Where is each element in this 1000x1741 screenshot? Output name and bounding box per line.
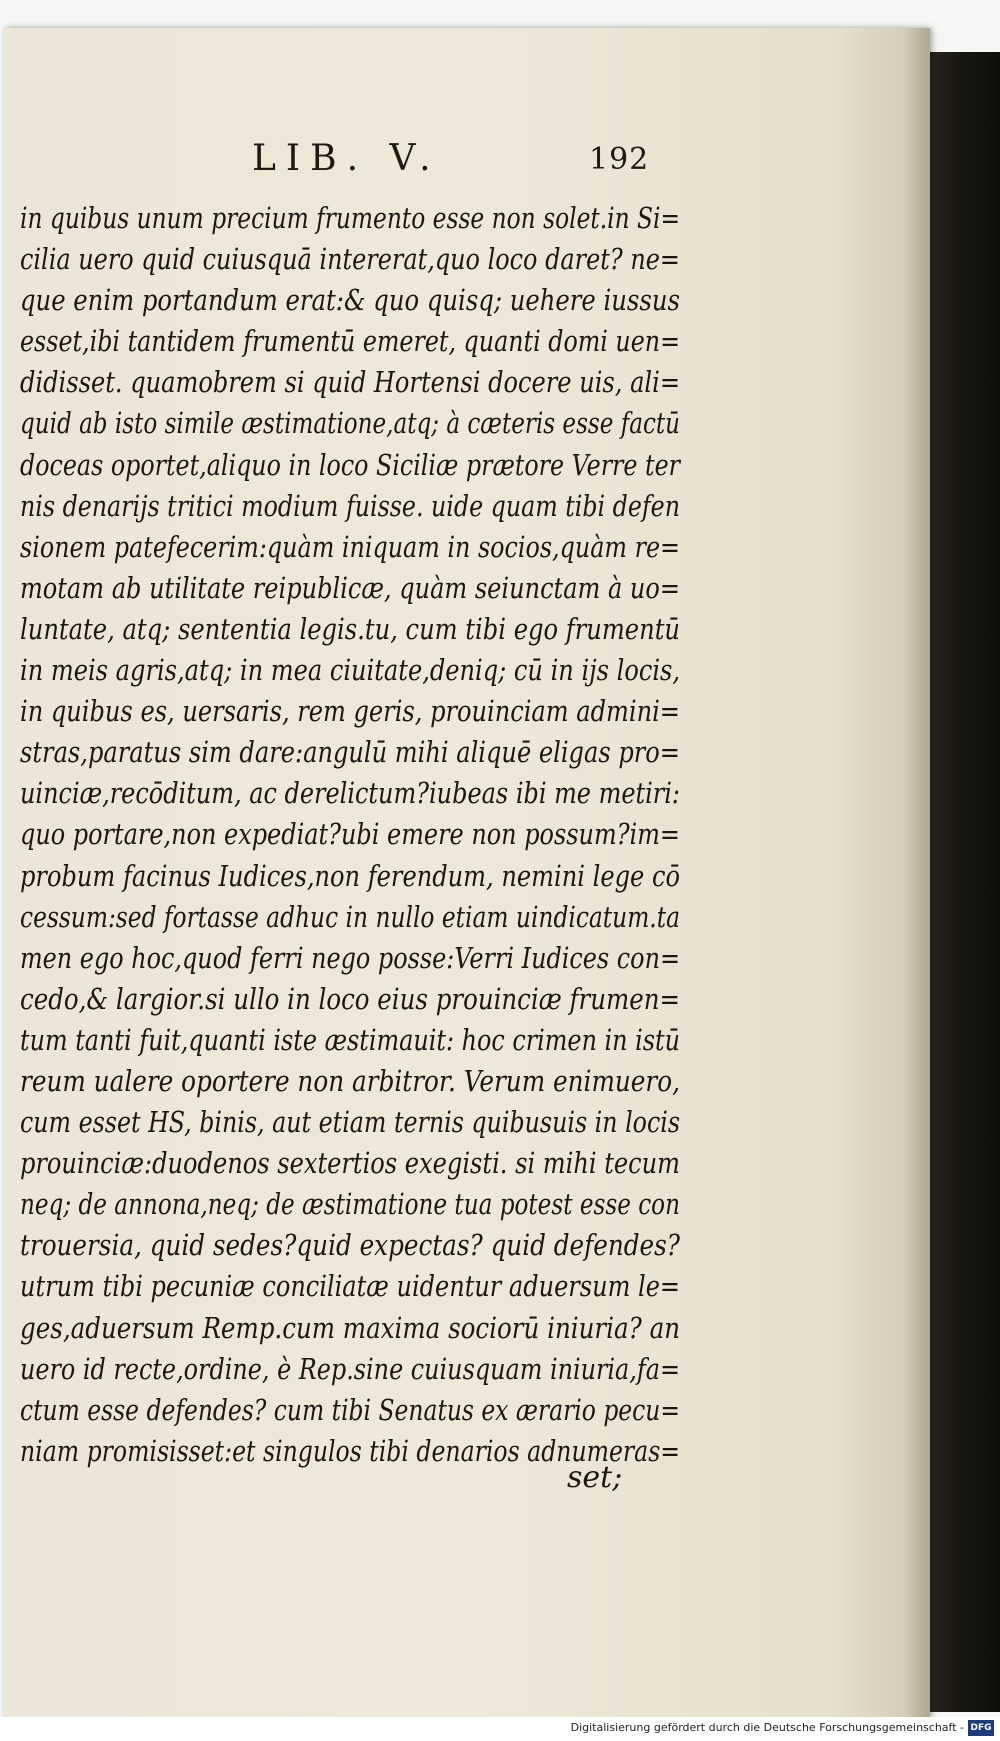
text-line: niam promisisset:et singulos tibi denarios adnumeras= <box>20 1433 681 1468</box>
text-line: prouinciæ:duodenos sextertios exegisti. si mihi tecum <box>20 1146 681 1181</box>
text-line: reum ualere oportere non arbitror. Verum enimuero, <box>20 1063 680 1098</box>
page-number: 192 <box>589 142 650 177</box>
text-line: cilia uero quid cuiusquā intererat,quo loco daret? ne= <box>20 242 680 277</box>
text-line: ges,aduersum Remp.cum maxima sociorū iniuria? an <box>20 1310 680 1345</box>
dfg-logo: DFG <box>968 1720 994 1736</box>
text-line: esset,ibi tantidem frumentū emeret, quanti domi uen= <box>20 324 681 359</box>
text-line: in meis agris,atq; in mea ciuitate,deniq; cū in ijs locis, <box>20 653 681 688</box>
text-line: trouersia, quid sedes?quid expectas? quid defendes? <box>20 1228 681 1263</box>
text-line: probum facinus Iudices,non ferendum, nemini lege cō <box>20 858 680 893</box>
running-head: LIB. V. <box>252 138 441 179</box>
text-line: nis denarijs tritici modium fuisse. uide quam tibi defen <box>20 488 680 523</box>
text-line: cum esset HS, binis, aut etiam ternis quibusuis in locis <box>20 1105 680 1140</box>
text-line: in quibus unum precium frumento esse non solet.in Si= <box>20 201 681 235</box>
text-line: uero id recte,ordine, è Rep.sine cuiusquam iniuria,fa= <box>20 1351 680 1386</box>
funding-credit: Digitalisierung gefördert durch die Deutsche Forschungsgemeinschaft - <box>570 1721 964 1734</box>
text-line: stras,paratus sim dare:angulū mihi aliquē eligas pro= <box>20 735 680 770</box>
book-edge-shadow <box>928 52 1000 1712</box>
catchword: set; <box>567 1460 623 1495</box>
digitization-footer <box>0 1717 1000 1741</box>
text-line: uinciæ,recōditum, ac derelictum?iubeas ibi me metiri: <box>20 776 680 811</box>
text-line: utrum tibi pecuniæ conciliatæ uidentur aduersum le= <box>20 1269 681 1304</box>
text-line: men ego hoc,quod ferri nego posse:Verri Iudices con= <box>20 940 681 975</box>
text-line: luntate, atq; sententia legis.tu, cum tibi ego frumentū <box>20 611 681 646</box>
page-header <box>4 138 928 188</box>
text-line: ctum esse defendes? cum tibi Senatus ex ærario pecu= <box>20 1392 680 1427</box>
text-line: neq; de annona,neq; de æstimatione tua potest esse con <box>20 1187 680 1222</box>
text-line: quid ab isto simile æstimatione,atq; à cæteris esse factū <box>20 406 681 441</box>
text-line: sionem patefecerim:quàm iniquam in socios,quàm re= <box>20 529 681 564</box>
text-line: tum tanti fuit,quanti iste æstimauit: hoc crimen in istū <box>20 1022 681 1057</box>
text-line: motam ab utilitate reipublicæ, quàm seiunctam à uo= <box>20 570 681 605</box>
text-line: que enim portandum erat:& quo quisq; uehere iussus <box>20 283 680 318</box>
text-line: doceas oportet,aliquo in loco Siciliæ prætore Verre ter <box>20 447 681 482</box>
text-line: in quibus es, uersaris, rem geris, prouinciam admini= <box>20 694 680 729</box>
text-line: didisset. quamobrem si quid Hortensi docere uis, ali= <box>20 365 681 400</box>
page-edge-shade <box>904 28 928 1718</box>
text-line: quo portare,non expediat?ubi emere non possum?im= <box>20 817 680 852</box>
text-line: cessum:sed fortasse adhuc in nullo etiam uindicatum.ta <box>20 899 681 934</box>
text-line: cedo,& largior.si ullo in loco eius prouinciæ frumen= <box>20 981 680 1016</box>
body-text <box>20 198 680 1472</box>
book-page <box>4 28 930 1718</box>
